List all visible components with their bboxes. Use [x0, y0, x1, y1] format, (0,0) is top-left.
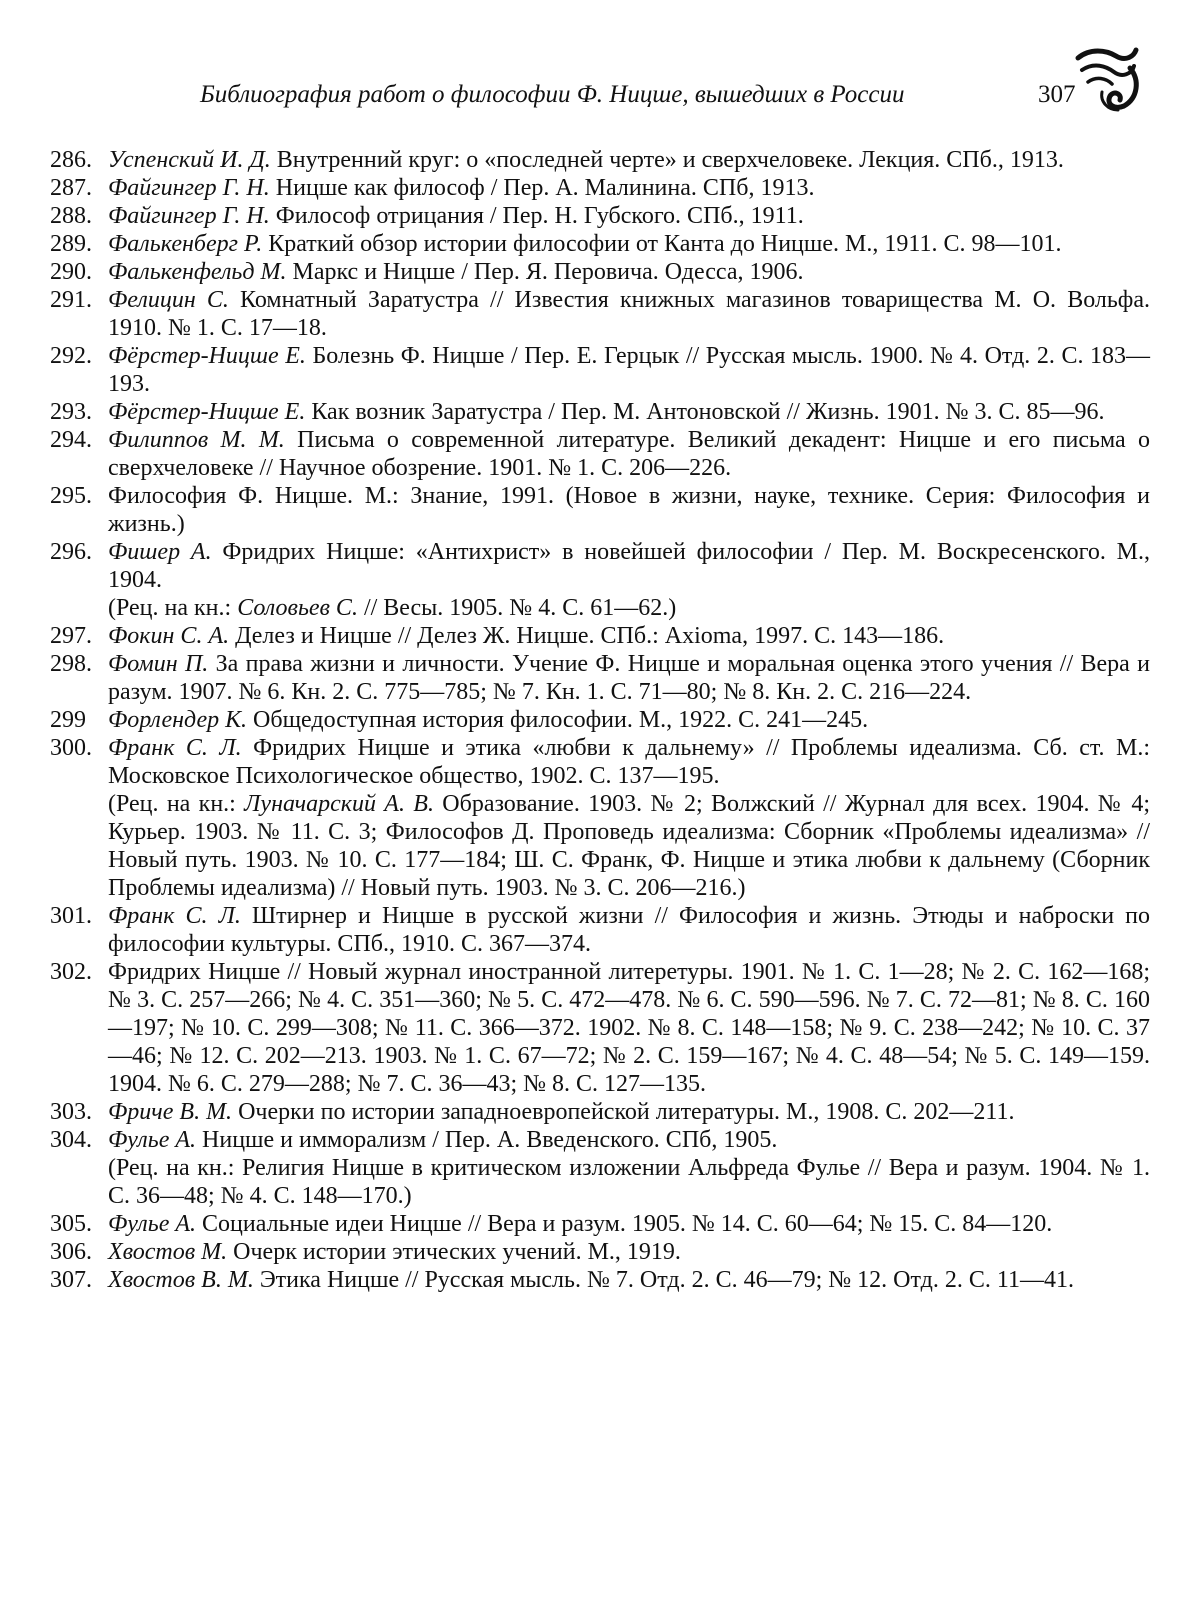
entry-body	[108, 622, 1150, 650]
entry-text: Как возник Заратустра / Пер. М. Антоновской // Жизнь. 1901. № 3. С. 85—96.	[311, 399, 1105, 425]
entry-body	[108, 902, 1150, 958]
review-prefix: (Рец. на кн.:	[108, 595, 238, 621]
bibliography-entry	[50, 230, 1150, 258]
entry-body	[108, 1266, 1150, 1294]
review-text: (Рец. на кн.: Религия Ницше в критическом изложении Альфреда Фулье // Вера и разум. 1904. № 1. С. 36—48; № 4. С. 148—170.)	[108, 1155, 1150, 1209]
entry-author: Фалькенфельд М.	[108, 259, 287, 285]
bibliography-entry	[50, 174, 1150, 202]
entry-number: 306.	[50, 1239, 92, 1265]
entry-number: 286.	[50, 147, 92, 173]
bibliography-entry	[50, 258, 1150, 286]
entry-body	[108, 202, 1150, 230]
entry-number: 288.	[50, 203, 92, 229]
entry-author: Фриче В. М.	[108, 1099, 233, 1125]
entry-author: Файгингер Г. Н.	[108, 203, 270, 229]
entry-review	[108, 790, 1150, 902]
entry-body	[108, 1238, 1150, 1266]
bibliography-entry	[50, 622, 1150, 650]
review-author: Луначарский А. В.	[244, 791, 434, 817]
entry-text: Общедоступная история философии. М., 1922. С. 241—245.	[253, 707, 869, 733]
entry-text: Социальные идеи Ницше // Вера и разум. 1905. № 14. С. 60—64; № 15. С. 84—120.	[202, 1211, 1053, 1237]
entry-number: 299	[50, 707, 86, 733]
entry-body	[108, 398, 1150, 426]
entry-number: 295.	[50, 483, 92, 509]
entry-number: 302.	[50, 959, 92, 985]
entry-body	[108, 230, 1150, 258]
entry-author: Фулье А.	[108, 1211, 197, 1237]
entry-number: 305.	[50, 1211, 92, 1237]
entry-body	[108, 958, 1150, 1098]
entry-text: Делез и Ницше // Делез Ж. Ницше. СПб.: Axioma, 1997. С. 143—186.	[235, 623, 945, 649]
bibliography-entry	[50, 1210, 1150, 1238]
entry-body	[108, 146, 1150, 174]
entry-text: Письма о современной литературе. Великий декадент: Ницше и его письма о сверхчеловеке // Научное обозрение. 1901. № 1. С. 206—226.	[108, 427, 1150, 481]
entry-author: Фёрстер-Ницше Е.	[108, 399, 306, 425]
entry-body	[108, 1098, 1150, 1126]
entry-body	[108, 1126, 1150, 1210]
bibliography-entry	[50, 342, 1150, 398]
review-text: // Весы. 1905. № 4. С. 61—62.)	[357, 595, 677, 621]
entry-number: 297.	[50, 623, 92, 649]
bibliography-entry	[50, 426, 1150, 482]
entry-text: Комнатный Заратустра // Известия книжных магазинов товарищества М. О. Вольфа. 1910. № 1. С. 17—18.	[108, 287, 1151, 341]
entry-body	[108, 650, 1150, 706]
bibliography-entry	[50, 706, 1150, 734]
entry-body	[108, 342, 1150, 398]
scroll-ornament-icon	[1072, 44, 1142, 114]
bibliography-entry	[50, 202, 1150, 230]
entry-text: Ницше как философ / Пер. А. Малинина. СПб, 1913.	[275, 175, 815, 201]
entry-body	[108, 174, 1150, 202]
entry-number: 287.	[50, 175, 92, 201]
bibliography-entry	[50, 398, 1150, 426]
bibliography-entry	[50, 958, 1150, 1098]
bibliography-entry	[50, 902, 1150, 958]
bibliography-entry	[50, 146, 1150, 174]
entry-author: Хвостов М.	[108, 1239, 228, 1265]
entry-text: Фридрих Ницше // Новый журнал иностранной литеретуры. 1901. № 1. С. 1—28; № 2. С. 162—168; № 3. С. 257—266; № 4. С. 351—360; № 5. С. 472—478. № 6. С. 590—596. № 7. С. 72—81; № 8. С. 160—197; № 10. С. 299—308; № 11. С. 366—372. 1902. № 8. С. 148—158; № 9. С. 238—242; № 10. С. 37—46; № 12. С. 202—213. 1903. № 1. С. 67—72; № 2. С. 159—167; № 4. С. 48—54; № 5. С. 149—159. 1904. № 6. С. 279—288; № 7. С. 36—43; № 8. С. 127—135.	[108, 959, 1150, 1097]
entry-author: Фалькенберг Р.	[108, 231, 263, 257]
entry-text: Философ отрицания / Пер. Н. Губского. СПб., 1911.	[275, 203, 804, 229]
entry-number: 292.	[50, 343, 92, 369]
bibliography-entry	[50, 734, 1150, 902]
entry-review	[108, 594, 1150, 622]
entry-number: 290.	[50, 259, 92, 285]
entry-author: Хвостов В. М.	[108, 1267, 254, 1293]
entry-number: 293.	[50, 399, 92, 425]
entry-author: Франк С. Л.	[108, 735, 242, 761]
entry-text: Очерки по истории западноевропейской литературы. М., 1908. С. 202—211.	[238, 1099, 1015, 1125]
entry-number: 304.	[50, 1127, 92, 1153]
entry-text: За права жизни и личности. Учение Ф. Ницше и моральная оценка этого учения // Вера и разум. 1907. № 6. Кн. 2. С. 775—785; № 7. Кн. 1. С. 71—80; № 8. Кн. 2. С. 216—224.	[108, 651, 1150, 705]
entry-text: Этика Ницше // Русская мысль. № 7. Отд. 2. С. 46—79; № 12. Отд. 2. С. 11—41.	[259, 1267, 1074, 1293]
entry-number: 303.	[50, 1099, 92, 1125]
entry-text: Краткий обзор истории философии от Канта до Ницше. М., 1911. С. 98—101.	[268, 231, 1062, 257]
bibliography-entry	[50, 650, 1150, 706]
entry-body	[108, 538, 1150, 622]
bibliography-entry	[50, 286, 1150, 342]
entry-number: 298.	[50, 651, 92, 677]
bibliography-entry	[50, 1238, 1150, 1266]
page-number: 307	[1038, 81, 1076, 108]
entry-text: Маркс и Ницше / Пер. Я. Перовича. Одесса, 1906.	[292, 259, 804, 285]
entry-author: Франк С. Л.	[108, 903, 241, 929]
entry-body	[108, 258, 1150, 286]
entry-author: Файгингер Г. Н.	[108, 175, 270, 201]
entry-author: Фомин П.	[108, 651, 209, 677]
entry-author: Фокин С. А.	[108, 623, 230, 649]
entry-body	[108, 482, 1150, 538]
entry-body	[108, 706, 1150, 734]
bibliography-entry	[50, 538, 1150, 622]
entry-author: Форлендер К.	[108, 707, 248, 733]
running-title: Библиография работ о философии Ф. Ницше, вышедших в России	[200, 81, 905, 108]
entry-number: 294.	[50, 427, 92, 453]
bibliography-entry	[50, 1266, 1150, 1294]
entry-author: Фёрстер-Ницше Е.	[108, 343, 306, 369]
entry-text: Штирнер и Ницше в русской жизни // Философия и жизнь. Этюды и наброски по философии культуры. СПб., 1910. С. 367—374.	[108, 903, 1150, 957]
entry-body	[108, 286, 1150, 342]
entry-text: Фридрих Ницше и этика «любви к дальнему» // Проблемы идеализма. Сб. ст. М.: Московское Психологическое общество, 1902. С. 137—195.	[108, 735, 1151, 789]
entry-review	[108, 1154, 1150, 1210]
entry-author: Филиппов М. М.	[108, 427, 285, 453]
entry-body	[108, 426, 1150, 482]
bibliography-entry	[50, 1098, 1150, 1126]
entry-number: 296.	[50, 539, 92, 565]
entry-number: 301.	[50, 903, 92, 929]
review-text: Образование. 1903. № 2; Волжский // Журнал для всех. 1904. № 4; Курьер. 1903. № 11. С. 3; Философов Д. Проповедь идеализма: Сборник «Проблемы идеализма» // Новый путь. 1903. № 10. С. 177—184; Ш. С. Франк, Ф. Ницше и этика любви к дальнему (Сборник Проблемы идеализма) // Новый путь. 1903. № 3. С. 206—216.)	[108, 791, 1150, 901]
entry-text: Очерк истории этических учений. М., 1919.	[233, 1239, 681, 1265]
entry-body	[108, 734, 1150, 902]
review-prefix: (Рец. на кн.:	[108, 791, 245, 817]
entry-text: Фридрих Ницше: «Антихрист» в новейшей философии / Пер. М. Воскресенского. М., 1904.	[108, 539, 1150, 593]
entry-number: 307.	[50, 1267, 92, 1293]
entry-author: Фишер А.	[108, 539, 212, 565]
entry-number: 300.	[50, 735, 92, 761]
entry-author: Успенский И. Д.	[108, 147, 271, 173]
bibliography-entry	[50, 1126, 1150, 1210]
entry-number: 289.	[50, 231, 92, 257]
review-author: Соловьев С.	[237, 595, 358, 621]
entry-text: Внутренний круг: о «последней черте» и сверхчеловеке. Лекция. СПб., 1913.	[276, 147, 1064, 173]
entry-author: Фелицин С.	[108, 287, 229, 313]
entry-author: Фулье А.	[108, 1127, 197, 1153]
entry-text: Философия Ф. Ницше. М.: Знание, 1991. (Новое в жизни, науке, технике. Серия: Философия и жизнь.)	[108, 483, 1150, 537]
entry-body	[108, 1210, 1150, 1238]
entry-number: 291.	[50, 287, 92, 313]
entry-text: Болезнь Ф. Ницше / Пер. Е. Герцык // Русская мысль. 1900. № 4. Отд. 2. С. 183—193.	[108, 343, 1151, 397]
bibliography-list	[50, 146, 1150, 1294]
bibliography-entry	[50, 482, 1150, 538]
entry-text: Ницше и имморализм / Пер. А. Введенского. СПб, 1905.	[202, 1127, 778, 1153]
